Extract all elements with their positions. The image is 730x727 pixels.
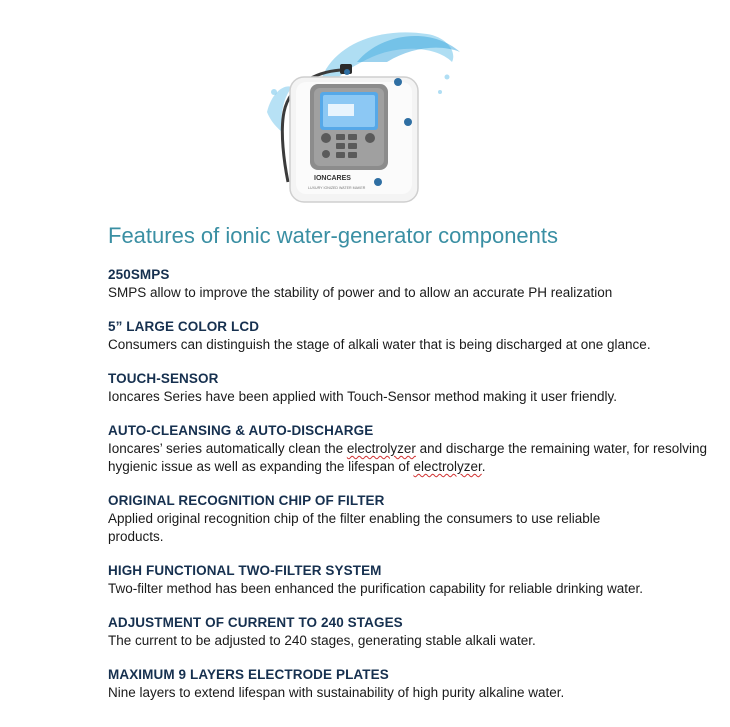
feature-item <box>108 492 708 546</box>
brand-subtitle-text: LUXURY IONIZED WATER MAKER <box>308 186 366 190</box>
feature-description: The current to be adjusted to 240 stages, generating stable alkali water. <box>108 633 536 648</box>
feature-heading: MAXIMUM 9 LAYERS ELECTRODE PLATES <box>108 667 389 682</box>
feature-description: Nine layers to extend lifespan with sustainability of high purity alkaline water. <box>108 685 565 700</box>
spellcheck-word: electrolyzer <box>413 459 482 474</box>
feature-description: Ioncares Series have been applied with Touch-Sensor method making it user friendly. <box>108 389 618 404</box>
page-title: Features of ionic water-generator components <box>108 223 559 248</box>
feature-description: SMPS allow to improve the stability of power and to allow an accurate PH realization <box>108 285 613 300</box>
product-image <box>262 22 462 212</box>
feature-heading: HIGH FUNCTIONAL TWO-FILTER SYSTEM <box>108 563 382 578</box>
feature-description: Two-filter method has been enhanced the purification capability for reliable drinking water. <box>108 581 644 596</box>
feature-item <box>108 614 708 650</box>
feature-description: Applied original recognition chip of the filter enabling the consumers to use reliable products. <box>108 511 601 544</box>
feature-heading: 5” LARGE COLOR LCD <box>108 319 260 334</box>
feature-item <box>108 422 708 476</box>
feature-heading: TOUCH-SENSOR <box>108 371 219 386</box>
desc-text: . <box>481 459 486 474</box>
desc-text: and discharge the remaining water, for resolving hygienic issue as well as expanding the lifespan of <box>108 441 708 474</box>
feature-item <box>108 318 708 354</box>
feature-list <box>108 266 708 718</box>
feature-heading: AUTO-CLEANSING & AUTO-DISCHARGE <box>108 423 374 438</box>
feature-item <box>108 562 708 598</box>
feature-heading: ADJUSTMENT OF CURRENT TO 240 STAGES <box>108 615 403 630</box>
feature-description <box>108 440 708 476</box>
feature-description: Consumers can distinguish the stage of alkali water that is being discharged at one glance. <box>108 337 651 352</box>
brand-logo-text: IONCARES <box>314 175 351 182</box>
desc-text: Ioncares’ series automatically clean the <box>108 441 347 456</box>
feature-item <box>108 370 708 406</box>
feature-heading: ORIGINAL RECOGNITION CHIP OF FILTER <box>108 493 385 508</box>
feature-item <box>108 266 708 302</box>
feature-item <box>108 666 708 702</box>
water-ionizer-illustration <box>262 22 462 212</box>
spellcheck-word: electrolyzer <box>346 441 416 456</box>
feature-heading: 250SMPS <box>108 267 170 282</box>
